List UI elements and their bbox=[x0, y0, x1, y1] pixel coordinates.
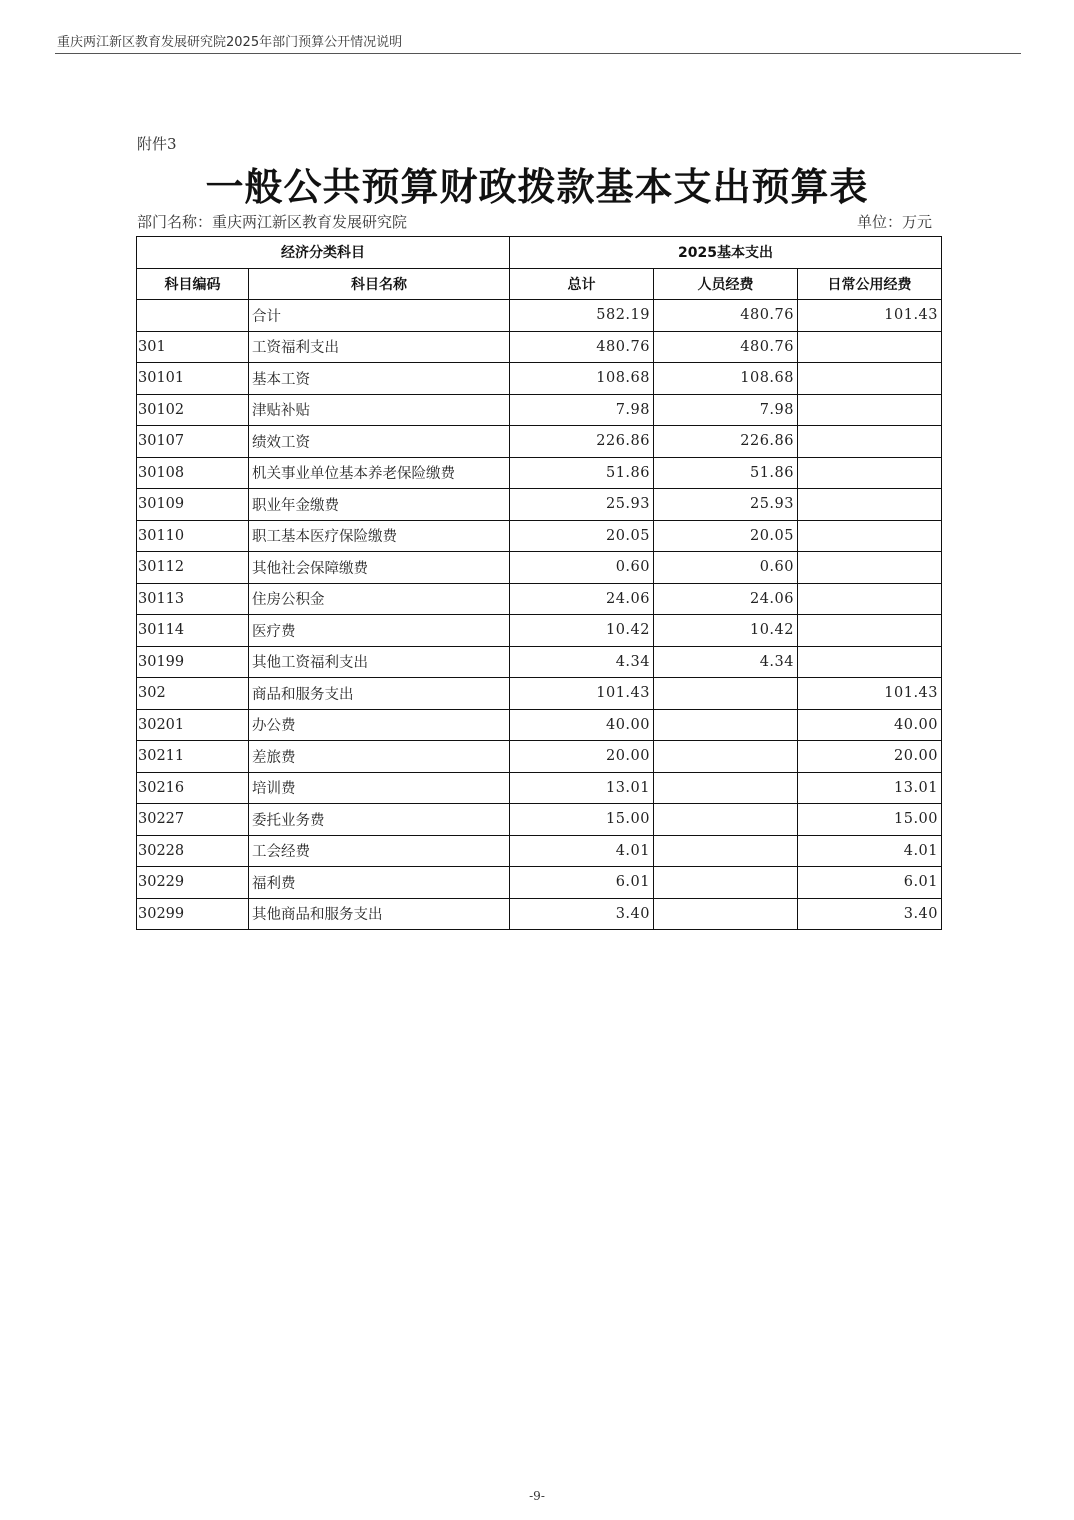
cell-code bbox=[137, 300, 249, 332]
cell-public: 4.01 bbox=[798, 835, 942, 867]
cell-code: 30199 bbox=[137, 646, 249, 678]
cell-code: 30227 bbox=[137, 804, 249, 836]
cell-name: 津贴补贴 bbox=[249, 394, 510, 426]
cell-personnel: 25.93 bbox=[654, 489, 798, 521]
table-row bbox=[137, 331, 942, 363]
cell-total: 582.19 bbox=[510, 300, 654, 332]
page-number: -9- bbox=[529, 1489, 545, 1503]
cell-name: 福利费 bbox=[249, 867, 510, 899]
cell-code: 30109 bbox=[137, 489, 249, 521]
cell-name: 机关事业单位基本养老保险缴费 bbox=[249, 457, 510, 489]
cell-code: 30299 bbox=[137, 898, 249, 930]
cell-name: 工会经费 bbox=[249, 835, 510, 867]
cell-public: 3.40 bbox=[798, 898, 942, 930]
cell-code: 30228 bbox=[137, 835, 249, 867]
cell-total: 4.01 bbox=[510, 835, 654, 867]
cell-total: 20.00 bbox=[510, 741, 654, 773]
table-row bbox=[137, 772, 942, 804]
table-row bbox=[137, 363, 942, 395]
cell-name: 培训费 bbox=[249, 772, 510, 804]
cell-public bbox=[798, 520, 942, 552]
cell-code: 30201 bbox=[137, 709, 249, 741]
table-row bbox=[137, 804, 942, 836]
header-divider bbox=[55, 53, 1021, 54]
budget-table bbox=[136, 236, 942, 930]
cell-personnel: 20.05 bbox=[654, 520, 798, 552]
cell-code: 30114 bbox=[137, 615, 249, 647]
cell-personnel: 0.60 bbox=[654, 552, 798, 584]
table-row bbox=[137, 300, 942, 332]
cell-personnel bbox=[654, 835, 798, 867]
cell-personnel: 480.76 bbox=[654, 331, 798, 363]
column-header-public: 日常公用经费 bbox=[798, 268, 942, 300]
budget-table-body bbox=[137, 300, 942, 930]
cell-public bbox=[798, 363, 942, 395]
table-row bbox=[137, 615, 942, 647]
document-title: 一般公共预算财政拨款基本支出预算表 bbox=[205, 164, 869, 209]
cell-personnel: 226.86 bbox=[654, 426, 798, 458]
cell-personnel: 480.76 bbox=[654, 300, 798, 332]
cell-public bbox=[798, 489, 942, 521]
table-row bbox=[137, 678, 942, 710]
econ-classification-header: 经济分类科目 bbox=[137, 237, 510, 269]
cell-code: 30102 bbox=[137, 394, 249, 426]
column-header-code: 科目编码 bbox=[137, 268, 249, 300]
cell-personnel bbox=[654, 772, 798, 804]
cell-personnel: 10.42 bbox=[654, 615, 798, 647]
table-row bbox=[137, 457, 942, 489]
cell-total: 25.93 bbox=[510, 489, 654, 521]
cell-personnel: 7.98 bbox=[654, 394, 798, 426]
cell-personnel: 108.68 bbox=[654, 363, 798, 395]
cell-name: 住房公积金 bbox=[249, 583, 510, 615]
cell-personnel: 4.34 bbox=[654, 646, 798, 678]
cell-name: 工资福利支出 bbox=[249, 331, 510, 363]
table-row bbox=[137, 426, 942, 458]
cell-code: 30101 bbox=[137, 363, 249, 395]
cell-total: 4.34 bbox=[510, 646, 654, 678]
cell-name: 其他社会保障缴费 bbox=[249, 552, 510, 584]
cell-public bbox=[798, 457, 942, 489]
cell-name: 基本工资 bbox=[249, 363, 510, 395]
table-row bbox=[137, 709, 942, 741]
cell-public bbox=[798, 426, 942, 458]
table-row bbox=[137, 552, 942, 584]
cell-total: 108.68 bbox=[510, 363, 654, 395]
cell-name: 商品和服务支出 bbox=[249, 678, 510, 710]
cell-public bbox=[798, 615, 942, 647]
cell-total: 6.01 bbox=[510, 867, 654, 899]
cell-total: 480.76 bbox=[510, 331, 654, 363]
table-row bbox=[137, 898, 942, 930]
cell-code: 30216 bbox=[137, 772, 249, 804]
cell-code: 30110 bbox=[137, 520, 249, 552]
cell-public: 20.00 bbox=[798, 741, 942, 773]
cell-personnel: 24.06 bbox=[654, 583, 798, 615]
cell-total: 7.98 bbox=[510, 394, 654, 426]
group-header-row bbox=[137, 237, 942, 269]
running-header-title: 重庆两江新区教育发展研究院2025年部门预算公开情况说明 bbox=[57, 35, 403, 50]
attachment-label: 附件3 bbox=[137, 135, 177, 153]
basic-expenditure-header: 2025基本支出 bbox=[510, 237, 942, 269]
cell-total: 40.00 bbox=[510, 709, 654, 741]
cell-personnel: 51.86 bbox=[654, 457, 798, 489]
table-row bbox=[137, 394, 942, 426]
cell-total: 0.60 bbox=[510, 552, 654, 584]
cell-total: 226.86 bbox=[510, 426, 654, 458]
table-row bbox=[137, 520, 942, 552]
column-header-personnel: 人员经费 bbox=[654, 268, 798, 300]
cell-public: 13.01 bbox=[798, 772, 942, 804]
cell-code: 302 bbox=[137, 678, 249, 710]
cell-public: 6.01 bbox=[798, 867, 942, 899]
cell-code: 30113 bbox=[137, 583, 249, 615]
cell-public bbox=[798, 552, 942, 584]
cell-public bbox=[798, 394, 942, 426]
column-header-total: 总计 bbox=[510, 268, 654, 300]
cell-name: 委托业务费 bbox=[249, 804, 510, 836]
cell-name: 合计 bbox=[249, 300, 510, 332]
cell-public: 101.43 bbox=[798, 300, 942, 332]
cell-public: 15.00 bbox=[798, 804, 942, 836]
cell-code: 301 bbox=[137, 331, 249, 363]
cell-name: 职业年金缴费 bbox=[249, 489, 510, 521]
table-row bbox=[137, 835, 942, 867]
cell-public: 101.43 bbox=[798, 678, 942, 710]
cell-total: 101.43 bbox=[510, 678, 654, 710]
cell-personnel bbox=[654, 741, 798, 773]
table-row bbox=[137, 867, 942, 899]
cell-code: 30229 bbox=[137, 867, 249, 899]
cell-code: 30112 bbox=[137, 552, 249, 584]
cell-name: 医疗费 bbox=[249, 615, 510, 647]
table-row bbox=[137, 646, 942, 678]
cell-total: 3.40 bbox=[510, 898, 654, 930]
cell-personnel bbox=[654, 709, 798, 741]
cell-public bbox=[798, 583, 942, 615]
cell-personnel bbox=[654, 898, 798, 930]
cell-total: 24.06 bbox=[510, 583, 654, 615]
cell-total: 10.42 bbox=[510, 615, 654, 647]
cell-total: 51.86 bbox=[510, 457, 654, 489]
cell-personnel bbox=[654, 804, 798, 836]
cell-code: 30211 bbox=[137, 741, 249, 773]
table-row bbox=[137, 583, 942, 615]
cell-name: 办公费 bbox=[249, 709, 510, 741]
column-header-row bbox=[137, 268, 942, 300]
cell-personnel bbox=[654, 867, 798, 899]
cell-name: 差旅费 bbox=[249, 741, 510, 773]
cell-public bbox=[798, 331, 942, 363]
cell-name: 其他商品和服务支出 bbox=[249, 898, 510, 930]
cell-public: 40.00 bbox=[798, 709, 942, 741]
unit-label: 单位：万元 bbox=[857, 213, 933, 231]
cell-code: 30108 bbox=[137, 457, 249, 489]
cell-public bbox=[798, 646, 942, 678]
cell-total: 13.01 bbox=[510, 772, 654, 804]
department-name: 部门名称：重庆两江新区教育发展研究院 bbox=[137, 213, 408, 231]
cell-name: 职工基本医疗保险缴费 bbox=[249, 520, 510, 552]
table-row bbox=[137, 741, 942, 773]
cell-personnel bbox=[654, 678, 798, 710]
cell-code: 30107 bbox=[137, 426, 249, 458]
cell-total: 20.05 bbox=[510, 520, 654, 552]
column-header-name: 科目名称 bbox=[249, 268, 510, 300]
cell-name: 其他工资福利支出 bbox=[249, 646, 510, 678]
table-row bbox=[137, 489, 942, 521]
cell-total: 15.00 bbox=[510, 804, 654, 836]
cell-name: 绩效工资 bbox=[249, 426, 510, 458]
